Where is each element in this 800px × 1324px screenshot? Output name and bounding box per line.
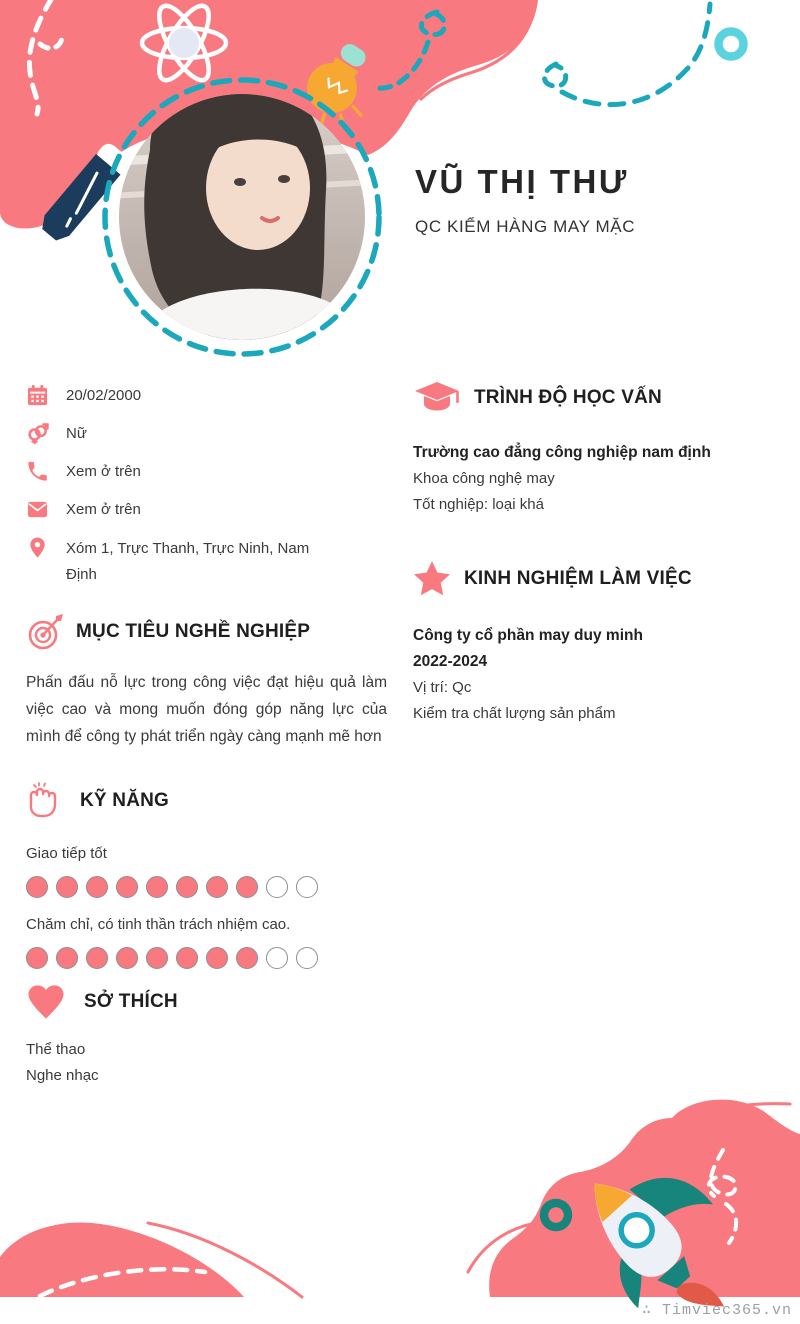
education-faculty: Khoa công nghệ may [413, 470, 555, 487]
candidate-title: QC KIỂM HÀNG MAY MẶC [415, 217, 636, 236]
contact-item-address [26, 536, 386, 588]
skill-dot [56, 876, 78, 898]
skill-dots [26, 947, 387, 969]
skill-dot [26, 947, 48, 969]
skill-dot [86, 876, 108, 898]
calendar-icon [26, 384, 49, 407]
section-skills [26, 782, 387, 969]
hobby-item: Thể thao [26, 1041, 86, 1058]
objective-heading-row [26, 612, 387, 652]
phone-icon [26, 460, 49, 483]
skill-dot [116, 947, 138, 969]
skill-dot [86, 947, 108, 969]
skill-dot [146, 876, 168, 898]
contact-list [26, 384, 386, 603]
pink-dome [0, 1223, 244, 1297]
experience-description: Kiểm tra chất lượng sản phẩm [413, 705, 616, 722]
skill-dot [266, 947, 288, 969]
skill-dot [146, 947, 168, 969]
skills-heading: KỸ NĂNG [80, 790, 170, 811]
skill-dot [56, 947, 78, 969]
watermark: ∴ Timviec365.vn [641, 1302, 792, 1319]
skill-dot [26, 876, 48, 898]
contact-item-dob [26, 384, 386, 407]
gender-value: Nữ [66, 425, 87, 442]
experience-company: Công ty cổ phần may duy minh [413, 627, 643, 644]
hobby-item: Nghe nhạc [26, 1067, 99, 1084]
cyan-donut-icon [719, 32, 744, 57]
education-heading-row [413, 380, 793, 416]
experience-position: Vị trí: Qc [413, 679, 472, 696]
section-experience [413, 560, 793, 727]
skill-dot [266, 876, 288, 898]
skill-label: Giao tiếp tốt [26, 845, 107, 862]
hobbies-heading-row [26, 983, 387, 1021]
skill-dot [206, 876, 228, 898]
skill-dot [206, 947, 228, 969]
education-heading: TRÌNH ĐỘ HỌC VẤN [474, 387, 662, 408]
location-icon [26, 536, 49, 559]
experience-heading-row [413, 560, 793, 597]
education-grade: Tốt nghiệp: loại khá [413, 496, 544, 513]
contact-item-phone [26, 460, 386, 483]
address-value: Xóm 1, Trực Thanh, Trực Ninh, Nam Định [66, 540, 310, 583]
hobbies-heading: SỞ THÍCH [84, 991, 178, 1012]
mail-icon [26, 498, 49, 521]
skill-dot [296, 876, 318, 898]
footer-artwork [0, 1074, 800, 1324]
section-objective [26, 612, 387, 750]
name-block [415, 163, 635, 237]
header-decoration [0, 0, 800, 380]
heart-icon [26, 983, 66, 1021]
target-icon [26, 612, 66, 652]
experience-heading: KINH NGHIỆM LÀM VIỆC [464, 567, 692, 589]
email-value: Xem ở trên [66, 501, 141, 518]
skill-dots [26, 876, 387, 898]
skills-heading-row [26, 782, 387, 820]
skill-dot [236, 876, 258, 898]
contact-item-gender [26, 422, 386, 445]
objective-text: Phấn đấu nỗ lực trong công việc đạt hiệu quả làm việc cao và mong muốn đóng góp năng lực của mình để công ty phát triển ngày càng mạnh mẽ hơn [26, 674, 387, 745]
objective-heading: MỤC TIÊU NGHỀ NGHIỆP [76, 621, 311, 642]
skill-dot [176, 876, 198, 898]
education-school: Trường cao đẳng công nghiệp nam định [413, 444, 711, 461]
skill-dot [176, 947, 198, 969]
experience-period: 2022-2024 [413, 653, 488, 670]
contact-item-email [26, 498, 386, 521]
dob-value: 20/02/2000 [66, 387, 142, 404]
skill-label: Chăm chỉ, có tinh thần trách nhiệm cao. [26, 916, 291, 933]
phone-value: Xem ở trên [66, 463, 141, 480]
teal-squiggle-right [544, 4, 710, 105]
skill-dot [116, 876, 138, 898]
fist-icon [26, 782, 60, 820]
graduation-cap-icon [413, 380, 461, 416]
star-icon [413, 560, 451, 597]
skill-dot [236, 947, 258, 969]
candidate-name: VŨ THỊ THƯ [415, 163, 629, 200]
gender-icon [26, 422, 49, 445]
skill-dot [296, 947, 318, 969]
section-education [413, 380, 793, 518]
